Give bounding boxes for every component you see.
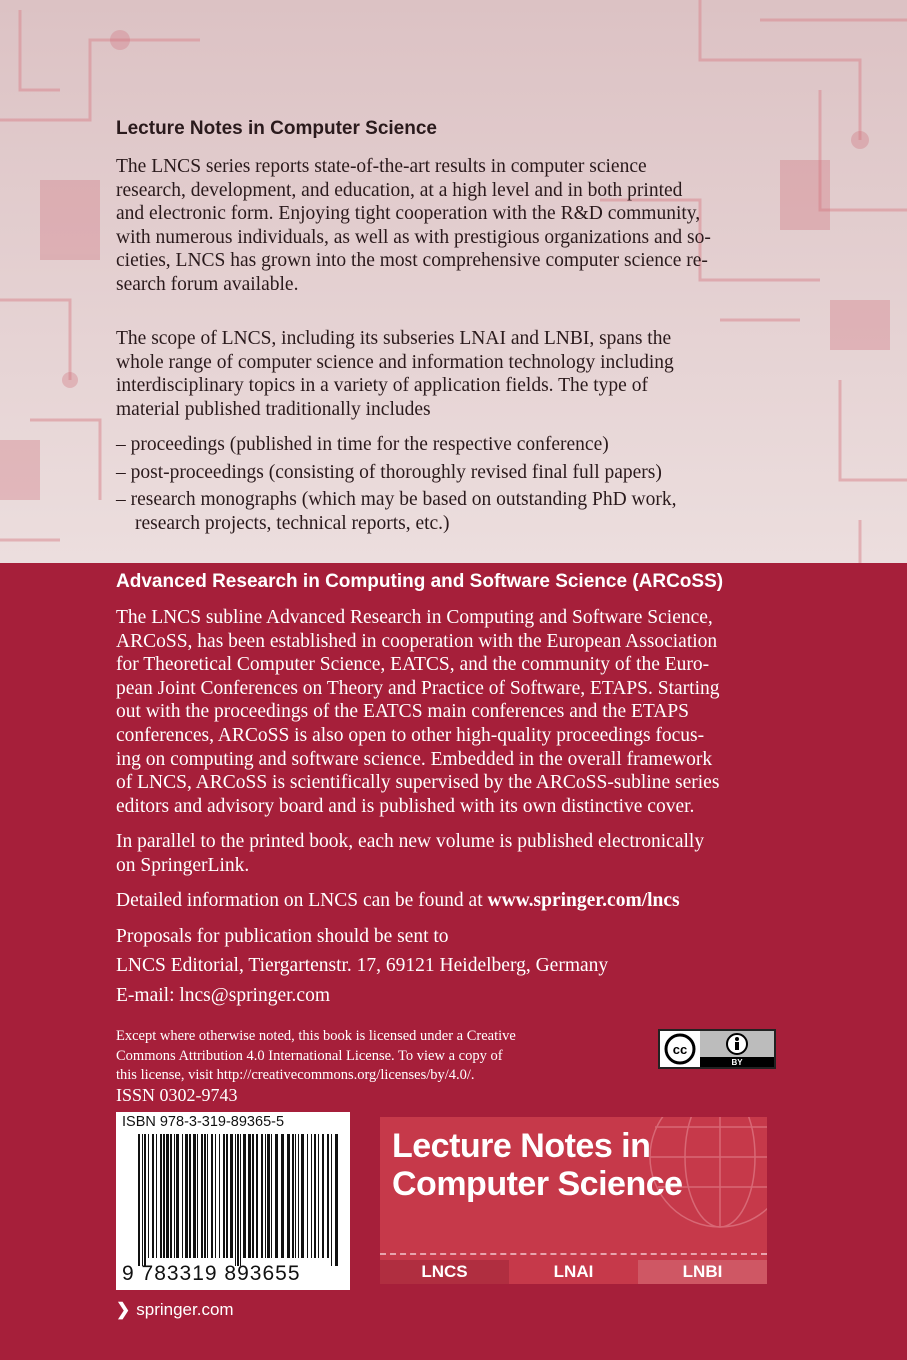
barcode-bar (298, 1134, 299, 1258)
logo-title-line: Lecture Notes in (392, 1127, 651, 1165)
text-line: material published traditionally includes (116, 398, 431, 420)
barcode-bar (275, 1134, 278, 1258)
text-line: The LNCS series reports state-of-the-art results in computer science (116, 156, 647, 177)
cc-by-icon (660, 1031, 774, 1067)
proposals-line: Proposals for publication should be sent to (116, 926, 449, 947)
barcode-bar (166, 1134, 169, 1258)
barcode-bar (185, 1134, 188, 1258)
barcode-bar (235, 1134, 236, 1266)
text-line: and electronic form. Enjoying tight cooperation with the R&D community, (116, 203, 701, 225)
text-line: pean Joint Conferences on Theory and Practice of Software, ETAPS. Starting (116, 677, 720, 699)
text-line: Except where otherwise noted, this book is licensed under a Creative (116, 1028, 516, 1044)
barcode-bar (219, 1134, 220, 1258)
text-line: search forum available. (116, 273, 299, 295)
barcode-bar (322, 1134, 324, 1258)
text-line: editors and advisory board and is published with its own distinctive cover. (116, 795, 695, 817)
text-line: whole range of computer science and information technology including (116, 351, 674, 373)
text-line: on SpringerLink. (116, 854, 250, 876)
logo-title (392, 1127, 683, 1203)
text-line: out with the proceedings of the EATCS main conferences and the ETAPS (116, 701, 690, 723)
barcode-bar (295, 1134, 296, 1258)
list-item: – post-proceedings (consisting of thoroughly revised final full papers) (116, 461, 662, 483)
logo-title-line: Computer Science (392, 1165, 683, 1203)
barcode-bar (170, 1134, 172, 1258)
barcode-bar (307, 1134, 308, 1258)
list-item: – research monographs (which may be based on outstanding PhD work, (116, 489, 677, 511)
by-label: BY (731, 1058, 743, 1067)
details-url-link[interactable]: www.springer.com/lncs (487, 890, 680, 911)
barcode-bar (335, 1134, 338, 1266)
barcode-bar (252, 1134, 254, 1258)
ean-digits: 9 783319 893655 (122, 1262, 301, 1285)
isbn-barcode (116, 1112, 350, 1290)
barcode-bar (176, 1134, 179, 1258)
barcode-bar (189, 1134, 191, 1258)
address-line: LNCS Editorial, Tiergartenstr. 17, 69121 Heidelberg, Germany (116, 955, 609, 976)
text-line: ARCoSS, has been established in cooperation with the European Association (116, 630, 718, 652)
text-line: In parallel to the printed book, each new volume is published electronically (116, 831, 705, 852)
barcode-bar (142, 1134, 143, 1266)
barcode-bar (256, 1134, 258, 1258)
text-line: Commons Attribution 4.0 International License. To view a copy of (116, 1047, 503, 1064)
barcode-bar (240, 1134, 241, 1266)
text-line: conferences, ARCoSS is also open to other high-quality proceedings focus- (116, 724, 705, 746)
logo-subseries-bar (380, 1260, 767, 1284)
barcode-bar (261, 1134, 263, 1258)
barcode-bar (144, 1134, 146, 1266)
springer-link[interactable] (116, 1300, 234, 1320)
cc-by-badge (658, 1029, 776, 1069)
list-item-continuation: research projects, technical reports, etc.) (135, 512, 450, 534)
text-line: with numerous individuals, as well as with prestigious organizations and so- (116, 226, 711, 248)
barcode-bar (267, 1134, 270, 1258)
details-line (116, 889, 796, 913)
text-line: The scope of LNCS, including its subseries LNAI and LNBI, spans the (116, 328, 672, 349)
barcode-bar (271, 1134, 272, 1258)
publication-types-list (116, 433, 796, 535)
barcode-bar (160, 1134, 162, 1258)
lncs-series-logo (380, 1117, 767, 1284)
barcode-bar (314, 1134, 316, 1258)
list-item: – proceedings (published in time for the respective conference) (116, 434, 609, 455)
barcode-bar (281, 1134, 284, 1258)
barcode-bar (204, 1134, 206, 1258)
barcode-bar (226, 1134, 228, 1258)
logo-tab-lncs: LNCS (380, 1260, 509, 1284)
barcode-bar (327, 1134, 329, 1258)
barcode-bar (174, 1134, 175, 1258)
barcode-bar (292, 1134, 294, 1258)
barcode-bar (318, 1134, 319, 1258)
barcode-bar (301, 1134, 304, 1258)
arcoss-paragraph-2 (116, 830, 796, 877)
text-line: for Theoretical Computer Science, EATCS, and the community of the Euro- (116, 654, 710, 676)
barcode-bar (152, 1134, 154, 1258)
lncs-paragraph-1 (116, 155, 796, 297)
barcode-bar (223, 1134, 225, 1258)
barcode-bar (163, 1134, 165, 1258)
barcode-bar (265, 1134, 266, 1258)
barcode-bar (207, 1134, 208, 1258)
details-prefix: Detailed information on LNCS can be found at (116, 890, 488, 911)
barcode-bar (138, 1134, 140, 1266)
barcode-bar (197, 1134, 198, 1258)
logo-tab-lnai: LNAI (509, 1260, 638, 1284)
springer-link-label: springer.com (136, 1300, 234, 1319)
barcode-bar (201, 1134, 203, 1258)
license-notice (116, 1027, 586, 1086)
barcode-bar (287, 1134, 290, 1258)
barcode-bar (182, 1134, 183, 1258)
logo-tab-lnbi: LNBI (638, 1260, 767, 1284)
barcode-bar (311, 1134, 312, 1258)
barcode-bar (156, 1134, 157, 1258)
text-line: cieties, LNCS has grown into the most comprehensive computer science re- (116, 250, 708, 272)
lncs-heading: Lecture Notes in Computer Science (116, 118, 437, 139)
barcode-bar (243, 1134, 246, 1258)
chevron-right-icon: ❯ (116, 1300, 131, 1319)
text-line: of LNCS, ARCoSS is scientifically supervised by the ARCoSS-subline series (116, 772, 720, 794)
barcode-bar (248, 1134, 251, 1258)
barcode-bar (237, 1134, 239, 1266)
email-line: E-mail: lncs@springer.com (116, 985, 330, 1006)
barcode-bar (148, 1134, 149, 1258)
text-line: The LNCS subline Advanced Research in Computing and Software Science, (116, 607, 713, 628)
barcode-bar (230, 1134, 233, 1258)
text-line: interdisciplinary topics in a variety of application fields. The type of (116, 375, 648, 397)
lncs-paragraph-2 (116, 327, 796, 421)
text-line: research, development, and education, at a high level and in both printed (116, 179, 683, 201)
text-line: ing on computing and software science. Embedded in the overall framework (116, 748, 713, 770)
cc-label: cc (672, 1042, 688, 1057)
arcoss-heading: Advanced Research in Computing and Software Science (ARCoSS) (116, 571, 724, 592)
text-line: this license, visit http://creativecommons.org/licenses/by/4.0/. (116, 1067, 475, 1083)
barcode-bar (193, 1134, 196, 1258)
barcode-bar (215, 1134, 216, 1258)
barcode-bar (211, 1134, 213, 1258)
issn-number: ISSN 0302-9743 (116, 1085, 238, 1105)
barcode-bar (331, 1134, 332, 1266)
isbn-text: ISBN 978-3-319-89365-5 (122, 1114, 285, 1130)
logo-divider (380, 1253, 767, 1255)
arcoss-paragraph-1 (116, 606, 796, 818)
